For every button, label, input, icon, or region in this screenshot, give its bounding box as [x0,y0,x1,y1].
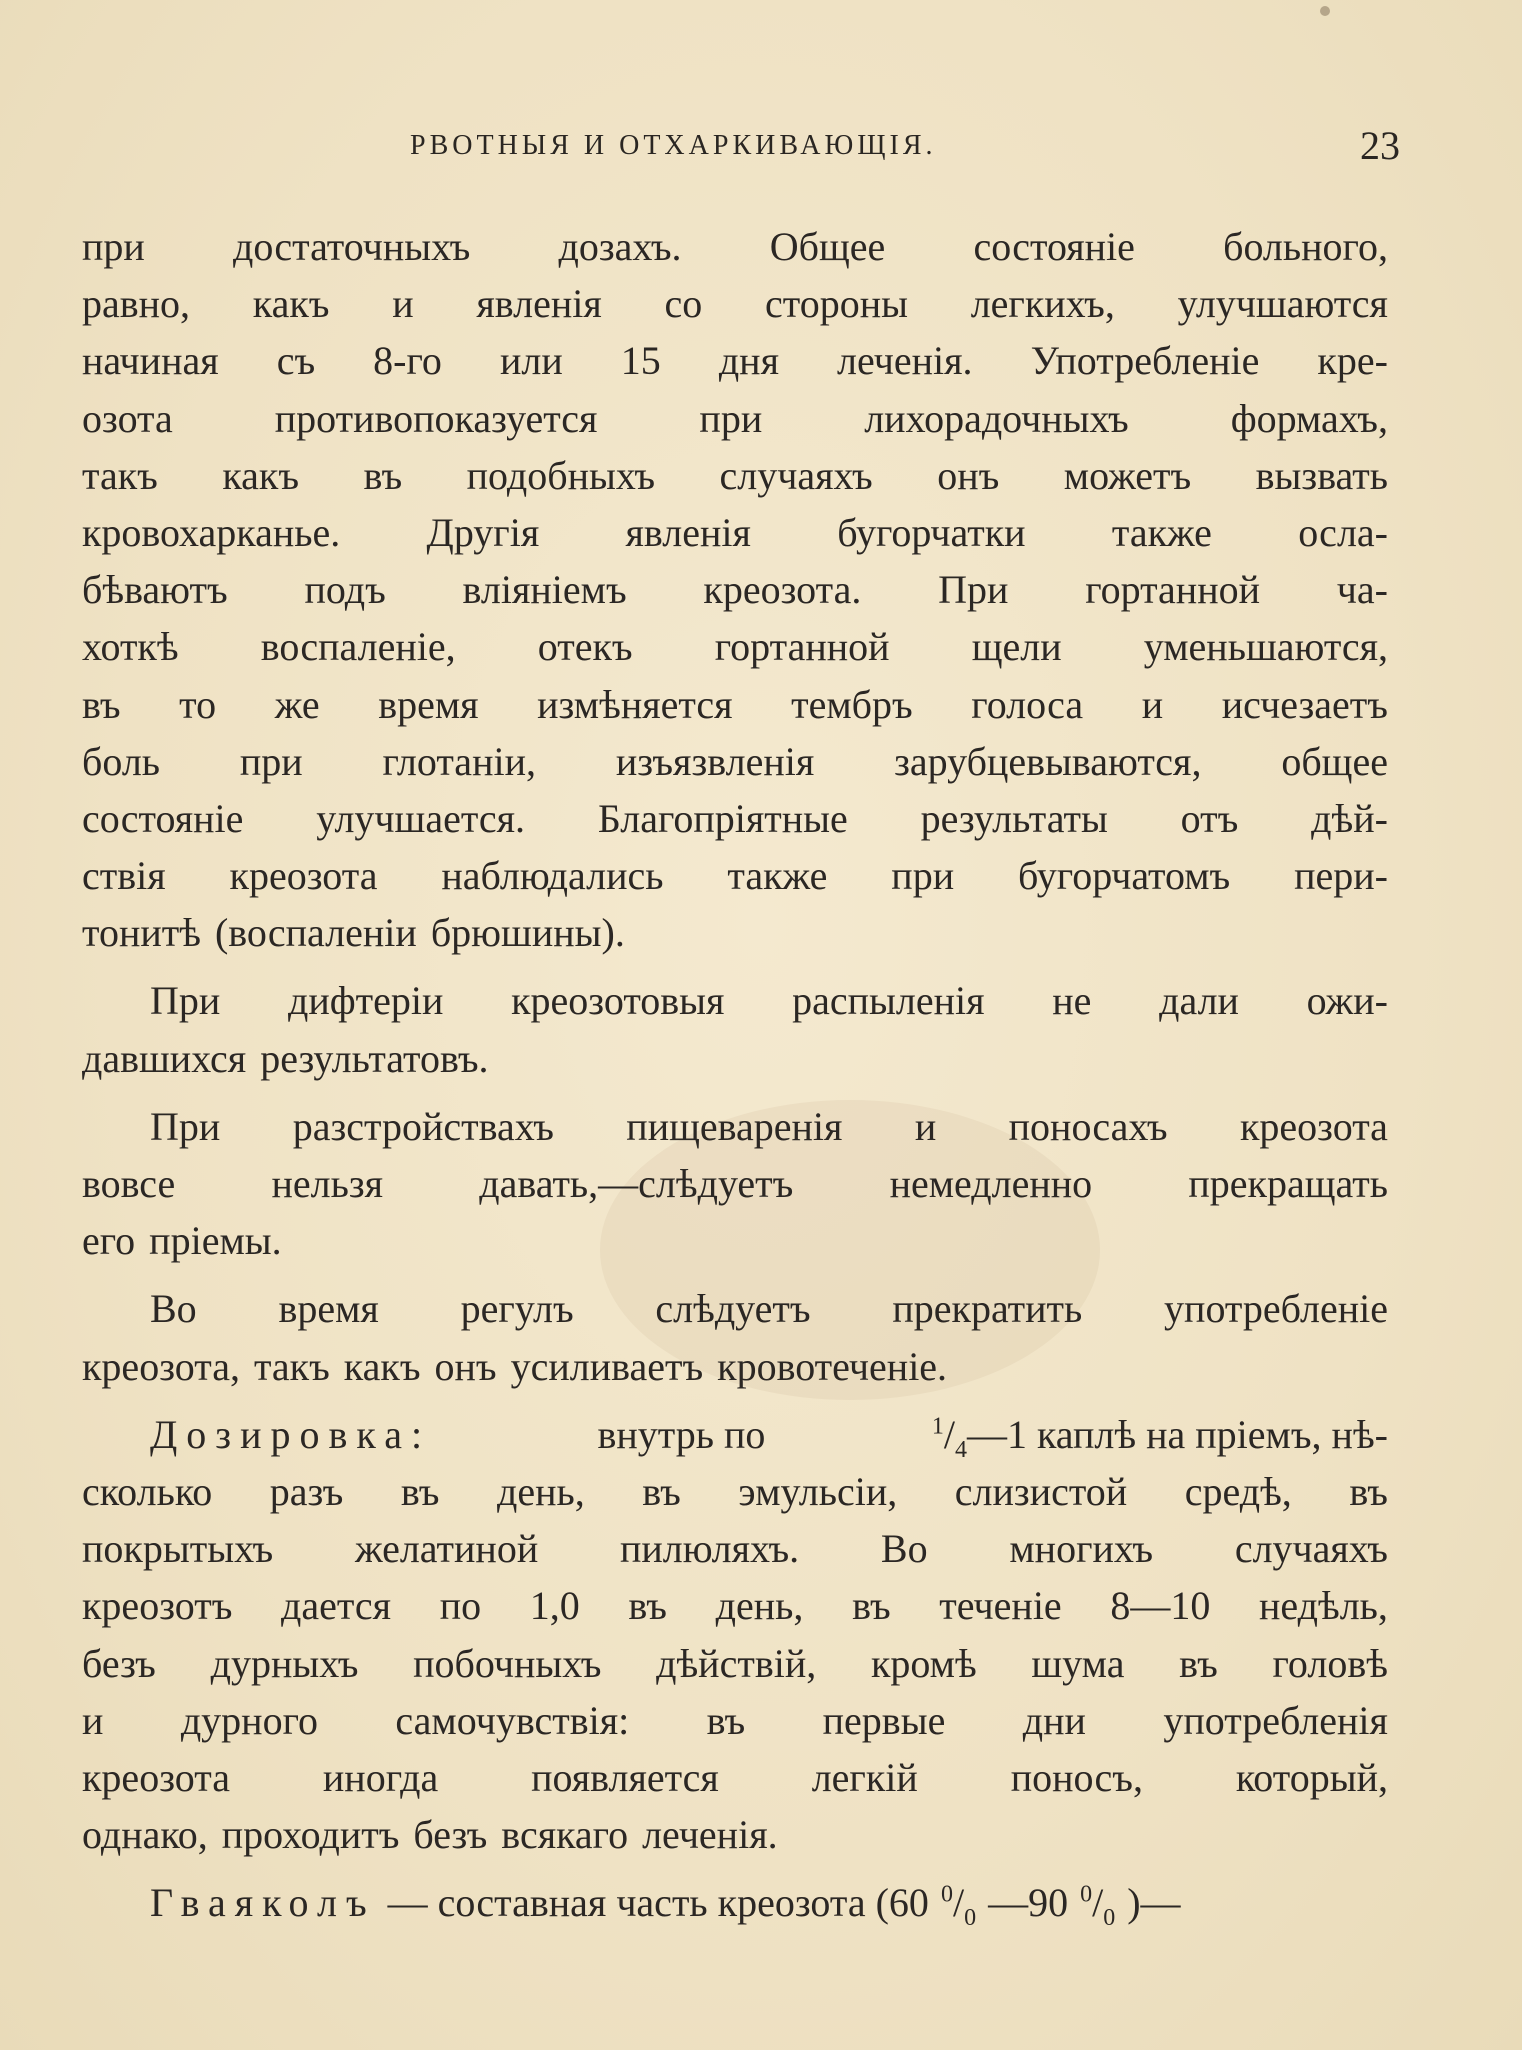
word: проходитъ [221,1812,400,1858]
word: хоткѣ [82,624,179,670]
word: леченія. [642,1812,778,1858]
word: легкихъ, [970,281,1115,327]
guaiacol-end: )— [1127,1880,1181,1926]
word: сколько [82,1468,213,1514]
word: также [1111,509,1212,555]
text-line [82,790,1388,847]
word: въ [82,681,121,727]
text-line [82,618,1388,675]
word: Во [150,1286,197,1332]
word: отекъ [537,624,633,670]
word: распыленія [792,978,985,1024]
paper-stain [1320,6,1330,16]
page-number: 23 [1360,123,1400,168]
word: въ [628,1583,667,1629]
text-line [82,504,1388,561]
body-text [82,218,1388,1931]
word: Употребленіе [1030,338,1260,384]
word: и [1141,681,1164,727]
word: креозотовыя [511,978,725,1024]
word: время [278,1286,379,1332]
text-line [82,1098,1388,1155]
text-line [82,1212,1388,1269]
text-line [82,561,1388,618]
word: ствія [82,853,166,899]
word: самочувствія: [395,1697,630,1743]
word: день, [496,1468,585,1514]
word: случаяхъ [719,452,873,498]
word: появляется [531,1754,719,1800]
word: употребленія [1163,1697,1388,1743]
word: отъ [1180,795,1239,841]
word: 8—10 [1110,1583,1211,1629]
word: теченіе [939,1583,1062,1629]
word: при [239,738,303,784]
word: прекратить [892,1286,1083,1332]
word: пищеваренія [626,1103,843,1149]
word: давшихся [82,1035,247,1081]
word: явленія [476,281,602,327]
word: средѣ, [1184,1468,1292,1514]
word: головѣ [1272,1640,1388,1686]
word: или [499,338,563,384]
word: исчезаетъ [1221,681,1388,727]
word: креозота [82,1754,230,1800]
word: Другія [426,509,540,555]
word: состояніе [82,795,244,841]
word: онъ [937,452,1000,498]
word: противопоказуется [274,395,598,441]
word: иногда [322,1754,439,1800]
word: можетъ [1063,452,1192,498]
text-line [82,733,1388,790]
word: то [179,681,217,727]
word: подобныхъ [466,452,656,498]
word: разстройствахъ [292,1103,554,1149]
dosage-route: внутрь по [597,1411,766,1457]
word: регулъ [460,1286,574,1332]
word: щели [971,624,1062,670]
word: въ [400,1468,440,1514]
word: тембръ [791,681,913,727]
word: пери- [1294,853,1388,899]
word: Во [880,1526,928,1572]
word: всякаго [501,1812,629,1858]
word: ожи- [1306,978,1388,1024]
word: явленія [625,509,751,555]
word: вліяніемъ [462,567,627,613]
paragraph-gap [82,961,1388,972]
word: брюшины). [430,910,625,956]
percent-sign: $^0/_0$ [940,1880,977,1932]
word: улучшаются [1177,281,1388,327]
word: кровотеченіе. [717,1343,948,1389]
word: При [150,1103,221,1149]
word: безъ [413,1812,488,1858]
word: такъ [82,452,158,498]
percent-sign: $^0/_0$ [1080,1880,1116,1932]
word: 1,0 [529,1583,580,1629]
word: время [378,681,479,727]
word: усиливаетъ [510,1343,704,1389]
word: разъ [269,1468,344,1514]
dosage-label: Дозировка: [150,1411,432,1457]
word: дурныхъ [210,1640,359,1686]
word: общее [1281,738,1388,784]
word: улучшается. [316,795,525,841]
guaiacol-line [82,1874,1388,1931]
word: по [439,1583,482,1629]
paragraph-gap [82,1395,1388,1406]
word: При [938,567,1009,613]
word: и [392,281,414,327]
word: въ [1349,1468,1388,1514]
word: бѣваютъ [82,567,228,613]
word: достаточныхъ [233,224,471,269]
text-line [82,847,1388,904]
word: употребленіе [1164,1286,1388,1332]
word: пилюляхъ. [619,1526,800,1572]
text-line [82,1155,1388,1212]
text-line [82,904,1388,961]
word: 8-го [373,338,442,384]
word: дается [281,1583,392,1629]
word: измѣняется [537,681,733,727]
word: въ [363,452,403,498]
text-line [82,1635,1388,1692]
word: легкій [811,1754,918,1800]
word: бугорчатки [837,509,1026,555]
word: въ [852,1583,891,1629]
word: вызвать [1255,452,1388,498]
percent-bottom: 0 [964,1905,977,1932]
word: боль [82,738,161,784]
word: въ [1179,1640,1218,1686]
word: зарубцевываются, [894,738,1202,784]
guaiacol-text: — составная часть креозота (60 [387,1880,929,1926]
word: немедленно [889,1161,1093,1206]
text-line [82,275,1388,332]
word: который, [1235,1754,1388,1800]
word: (воспаленіи [214,910,417,956]
word: озота [82,395,173,441]
word: креозота [1239,1103,1388,1149]
paragraph-gap [82,1863,1388,1874]
word: давать,—слѣдуетъ [479,1161,794,1206]
text-line [82,390,1388,447]
word: 15 [620,338,661,384]
paragraph-gap [82,1087,1388,1098]
word: слѣдуетъ [655,1286,811,1332]
word: дурного [180,1697,318,1743]
word: его [82,1218,136,1264]
word: не [1052,978,1092,1024]
word: Общее [769,224,886,269]
word: онъ [434,1343,497,1389]
word: воспаленіе, [260,624,456,670]
word: наблюдались [441,853,664,899]
word: какъ [252,281,330,327]
word: со [664,281,703,327]
word: дѣй- [1311,795,1388,841]
text-line [82,1692,1388,1749]
text-line [82,1280,1388,1337]
text-line [82,218,1388,275]
text-line [82,1463,1388,1520]
word: кровохарканье. [82,509,341,555]
dosage-after: —1 каплѣ на пріемъ, нѣ- [966,1411,1388,1457]
word: креозота [229,853,378,899]
word: формахъ, [1230,395,1388,441]
text-line [82,1577,1388,1634]
word: слизистой [954,1468,1128,1514]
dosage-amount: $^1/_4—1$ каплѣ на пріемъ, нѣ- [931,1411,1388,1463]
text-line [82,1338,1388,1395]
word: при [891,853,955,899]
word: креозота. [703,567,862,613]
word: креозотъ [82,1583,233,1629]
word: больного, [1223,224,1388,269]
word: вовсе [82,1161,176,1206]
word: прекращать [1188,1161,1388,1206]
word: въ [642,1468,681,1514]
word: дозахъ. [558,224,682,269]
word: голоса [971,681,1084,727]
percent-top: 0 [1080,1881,1093,1908]
word: начиная [82,338,219,384]
word: осла- [1298,509,1388,555]
word: покрытыхъ [82,1526,274,1572]
word: глотаніи, [382,738,536,784]
word: дня [718,338,779,384]
word: пріемы. [149,1218,282,1264]
fraction-numerator: 1 [931,1413,944,1440]
word: подъ [304,567,386,613]
word: бугорчатомъ [1017,853,1231,899]
word: результатовъ. [260,1035,489,1081]
word: безъ [82,1640,156,1686]
text-line [82,332,1388,389]
word: случаяхъ [1234,1526,1388,1572]
word: и [914,1103,937,1149]
word: дни [1022,1697,1086,1743]
word: какъ [343,1343,421,1389]
word: ча- [1336,567,1388,613]
word: въ [706,1697,746,1743]
word: день, [715,1583,804,1629]
word: стороны [764,281,908,327]
word: же [274,681,320,727]
fraction-denominator: 4 [954,1436,967,1463]
word: состояніе [973,224,1135,269]
word: тонитѣ [82,910,201,956]
text-line [82,1749,1388,1806]
word: также [727,853,828,899]
word: Благопріятные [597,795,848,841]
word: леченія. [837,338,973,384]
dosage-first-line [82,1406,1388,1463]
word: и [82,1697,104,1743]
percent-top: 0 [940,1881,953,1908]
text-line [82,1806,1388,1863]
word: гортанной [1085,567,1261,613]
word: нельзя [271,1161,384,1206]
running-head [80,122,1400,172]
word: многихъ [1009,1526,1154,1572]
word: кромѣ [870,1640,977,1686]
word: дали [1159,978,1239,1024]
word: дифтеріи [287,978,444,1024]
word: равно, [82,281,191,327]
word: гортанной [714,624,890,670]
word: изъязвленія [615,738,815,784]
word: креозота, [82,1343,240,1389]
word: поносахъ [1008,1103,1168,1149]
word: при [82,224,145,269]
running-title: РВОТНЫЯ И ОТХАРКИВАЮЩІЯ. [410,130,937,161]
word: при [699,395,763,441]
percent-bottom: 0 [1103,1905,1116,1932]
word: поносъ, [1010,1754,1143,1800]
word: шума [1031,1640,1125,1686]
word: однако, [82,1812,208,1858]
word: съ [276,338,316,384]
word: уменьшаются, [1143,624,1388,670]
word: такъ [253,1343,330,1389]
text-line [82,676,1388,733]
word: лихорадочныхъ [864,395,1129,441]
word: побочныхъ [413,1640,602,1686]
word: эмульсіи, [738,1468,898,1514]
guaiacol-mid: —90 [988,1880,1069,1926]
guaiacol-label: Гваяколъ [150,1880,376,1926]
text-line [82,972,1388,1029]
paragraph-gap [82,1269,1388,1280]
word: желатиной [354,1526,539,1572]
word: кре- [1317,338,1388,384]
word: результаты [920,795,1108,841]
text-line [82,1520,1388,1577]
text-line [82,447,1388,504]
word: какъ [222,452,300,498]
word: дѣйствій, [656,1640,817,1686]
word: недѣль, [1259,1583,1388,1629]
word: первые [822,1697,946,1743]
word: При [150,978,221,1024]
text-line [82,1030,1388,1087]
